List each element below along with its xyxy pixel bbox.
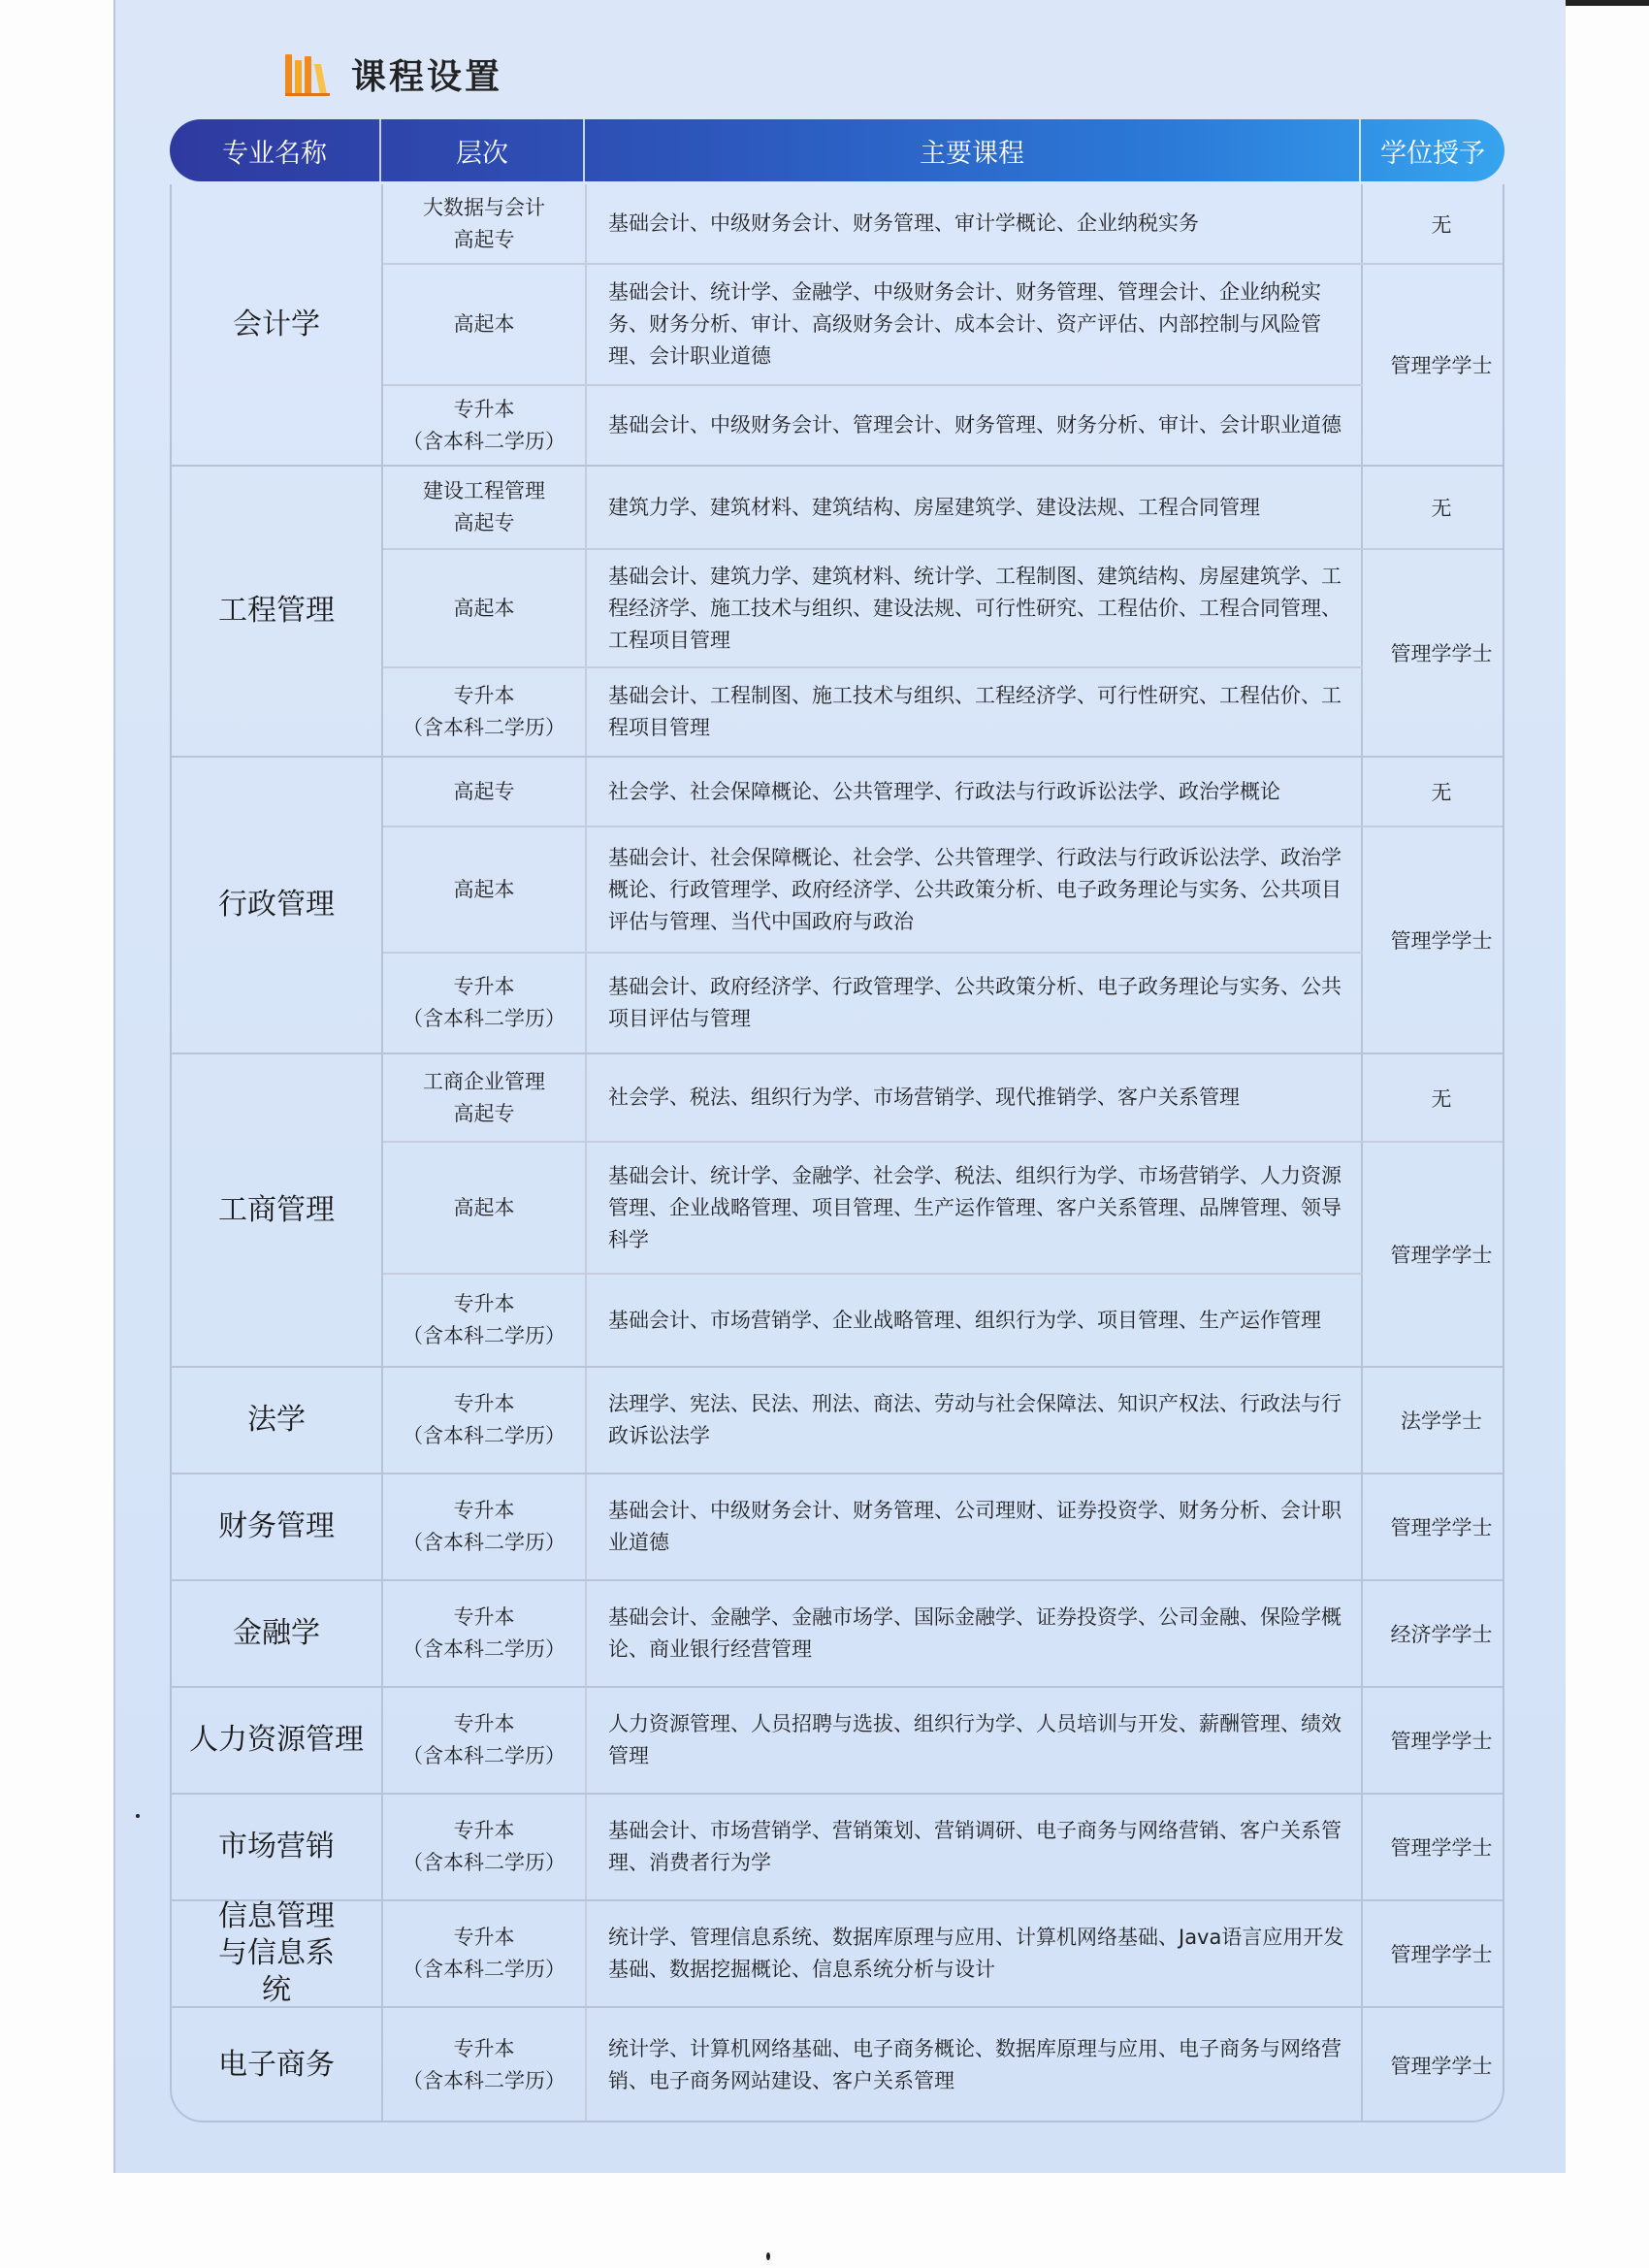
header-level: 层次 <box>381 119 585 181</box>
major-name: 会计学 <box>172 184 383 465</box>
level-label: 专升本 （含本科二学历） <box>383 2008 587 2122</box>
course-list: 统计学、管理信息系统、数据库原理与应用、计算机网络基础、Java语言应用开发基础、数据挖掘概论、信息系统分析与设计 <box>587 1901 1363 2006</box>
table-row <box>383 467 1363 550</box>
degree-value: 无 <box>1363 758 1504 827</box>
table-row <box>383 1143 1363 1275</box>
level-label: 专升本 （含本科二学历） <box>383 1275 587 1366</box>
course-list: 统计学、计算机网络基础、电子商务概论、数据库原理与应用、电子商务与网络营销、电子商务网站建设、客户关系管理 <box>587 2008 1363 2122</box>
course-list: 基础会计、统计学、金融学、社会学、税法、组织行为学、市场营销学、人力资源管理、企业战略管理、项目管理、生产运作管理、客户关系管理、品牌管理、领导科学 <box>587 1143 1363 1273</box>
scan-edge-mark <box>1566 0 1649 6</box>
table-row <box>383 1368 1363 1473</box>
table-row <box>383 1581 1363 1686</box>
major-name: 行政管理 <box>172 758 383 1053</box>
table-row <box>383 758 1363 827</box>
degree-value: 无 <box>1363 1054 1504 1143</box>
course-list: 基础会计、中级财务会计、财务管理、公司理财、证券投资学、财务分析、会计职业道德 <box>587 1474 1363 1579</box>
course-list: 基础会计、中级财务会计、财务管理、审计学概论、企业纳税实务 <box>587 184 1363 263</box>
level-label: 专升本 （含本科二学历） <box>383 1901 587 2006</box>
table-row <box>383 1688 1363 1793</box>
major-name: 市场营销 <box>172 1795 383 1899</box>
degree-value: 管理学学士 <box>1390 642 1493 665</box>
table-row <box>383 265 1363 386</box>
level-label: 专升本 （含本科二学历） <box>383 1581 587 1686</box>
degree-value: 管理学学士 <box>1390 1516 1493 1539</box>
table-row <box>383 2008 1363 2122</box>
scan-speck <box>766 2252 770 2260</box>
table-row <box>383 668 1363 756</box>
major-group <box>172 1054 1503 1368</box>
major-name: 工商管理 <box>172 1054 383 1366</box>
course-list: 基础会计、工程制图、施工技术与组织、工程经济学、可行性研究、工程估价、工程项目管理 <box>587 668 1363 756</box>
scan-speck <box>136 1814 140 1818</box>
major-name: 人力资源管理 <box>172 1688 383 1793</box>
major-name: 工程管理 <box>172 467 383 756</box>
major-name: 电子商务 <box>172 2008 383 2122</box>
level-label: 大数据与会计 高起专 <box>383 184 587 263</box>
major-name: 法学 <box>172 1368 383 1473</box>
level-label: 专升本 （含本科二学历） <box>383 1688 587 1793</box>
major-name: 财务管理 <box>172 1474 383 1579</box>
level-label: 建设工程管理 高起专 <box>383 467 587 548</box>
section-title: 课程设置 <box>351 57 503 97</box>
level-label: 专升本 （含本科二学历） <box>383 386 587 465</box>
level-label: 专升本 （含本科二学历） <box>383 1795 587 1899</box>
degree-value: 经济学学士 <box>1390 1623 1493 1646</box>
table-row <box>383 184 1363 265</box>
degree-value: 管理学学士 <box>1390 1730 1493 1753</box>
table-row <box>383 827 1363 954</box>
course-list: 社会学、税法、组织行为学、市场营销学、现代推销学、客户关系管理 <box>587 1054 1363 1141</box>
level-label: 高起专 <box>383 758 587 826</box>
major-group <box>172 1688 1503 1795</box>
degree-value: 管理学学士 <box>1390 2055 1493 2078</box>
level-label: 工商企业管理 高起专 <box>383 1054 587 1141</box>
level-label: 专升本 （含本科二学历） <box>383 1368 587 1473</box>
level-label: 专升本 （含本科二学历） <box>383 668 587 756</box>
degree-value: 无 <box>1363 184 1504 265</box>
degree-value: 管理学学士 <box>1390 929 1493 953</box>
course-list: 法理学、宪法、民法、刑法、商法、劳动与社会保障法、知识产权法、行政法与行政诉讼法学 <box>587 1368 1363 1473</box>
course-list: 基础会计、市场营销学、企业战略管理、组织行为学、项目管理、生产运作管理 <box>587 1275 1363 1366</box>
major-group <box>172 1474 1503 1581</box>
major-group <box>172 2008 1503 2122</box>
course-list: 基础会计、中级财务会计、管理会计、财务管理、财务分析、审计、会计职业道德 <box>587 386 1363 465</box>
major-name: 金融学 <box>172 1581 383 1686</box>
curriculum-table <box>170 184 1504 2122</box>
degree-value: 管理学学士 <box>1390 1836 1493 1860</box>
major-group <box>172 1795 1503 1901</box>
course-list: 基础会计、政府经济学、行政管理学、公共政策分析、电子政务理论与实务、公共项目评估与管理 <box>587 954 1363 1053</box>
level-label: 高起本 <box>383 1143 587 1273</box>
table-header <box>170 119 1504 181</box>
header-degree: 学位授予 <box>1380 138 1485 169</box>
header-major: 专业名称 <box>170 119 381 181</box>
major-group <box>172 758 1503 1054</box>
course-list: 基础会计、统计学、金融学、中级财务会计、财务管理、管理会计、企业纳税实务、财务分析、审计、高级财务会计、成本会计、资产评估、内部控制与风险管理、会计职业道德 <box>587 265 1363 384</box>
course-list: 基础会计、市场营销学、营销策划、营销调研、电子商务与网络营销、客户关系管理、消费者行为学 <box>587 1795 1363 1899</box>
course-list: 基础会计、社会保障概论、社会学、公共管理学、行政法与行政诉讼法学、政治学概论、行政管理学、政府经济学、公共政策分析、电子政务理论与实务、公共项目评估与管理、当代中国政府与政治 <box>587 827 1363 952</box>
course-list: 建筑力学、建筑材料、建筑结构、房屋建筑学、建设法规、工程合同管理 <box>587 467 1363 548</box>
course-list: 基础会计、建筑力学、建筑材料、统计学、工程制图、建筑结构、房屋建筑学、工程经济学、施工技术与组织、建设法规、可行性研究、工程估价、工程合同管理、工程项目管理 <box>587 550 1363 666</box>
table-row <box>383 954 1363 1053</box>
course-list: 基础会计、金融学、金融市场学、国际金融学、证券投资学、公司金融、保险学概论、商业银行经营管理 <box>587 1581 1363 1686</box>
degree-value: 管理学学士 <box>1390 1943 1493 1966</box>
level-label: 专升本 （含本科二学历） <box>383 1474 587 1579</box>
header-courses: 主要课程 <box>585 119 1361 181</box>
major-group <box>172 1368 1503 1474</box>
degree-value: 管理学学士 <box>1390 1244 1493 1267</box>
degree-value: 无 <box>1363 467 1504 550</box>
level-label: 高起本 <box>383 550 587 666</box>
degree-value: 法学学士 <box>1401 1409 1482 1433</box>
level-label: 高起本 <box>383 827 587 952</box>
level-label: 高起本 <box>383 265 587 384</box>
table-row <box>383 386 1363 465</box>
table-row <box>383 1901 1363 2006</box>
course-list: 人力资源管理、人员招聘与选拔、组织行为学、人员培训与开发、薪酬管理、绩效管理 <box>587 1688 1363 1793</box>
major-group <box>172 1901 1503 2008</box>
major-group <box>172 184 1503 467</box>
major-group <box>172 1581 1503 1688</box>
table-row <box>383 1275 1363 1366</box>
major-group <box>172 467 1503 758</box>
level-label: 专升本 （含本科二学历） <box>383 954 587 1053</box>
table-row <box>383 550 1363 668</box>
course-list: 社会学、社会保障概论、公共管理学、行政法与行政诉讼法学、政治学概论 <box>587 758 1363 826</box>
table-row <box>383 1795 1363 1899</box>
major-name: 信息管理与信息系统 <box>172 1901 383 2006</box>
table-row <box>383 1474 1363 1579</box>
degree-value: 管理学学士 <box>1390 354 1493 377</box>
book-stack-logo-icon <box>283 50 332 99</box>
table-row <box>383 1054 1363 1143</box>
